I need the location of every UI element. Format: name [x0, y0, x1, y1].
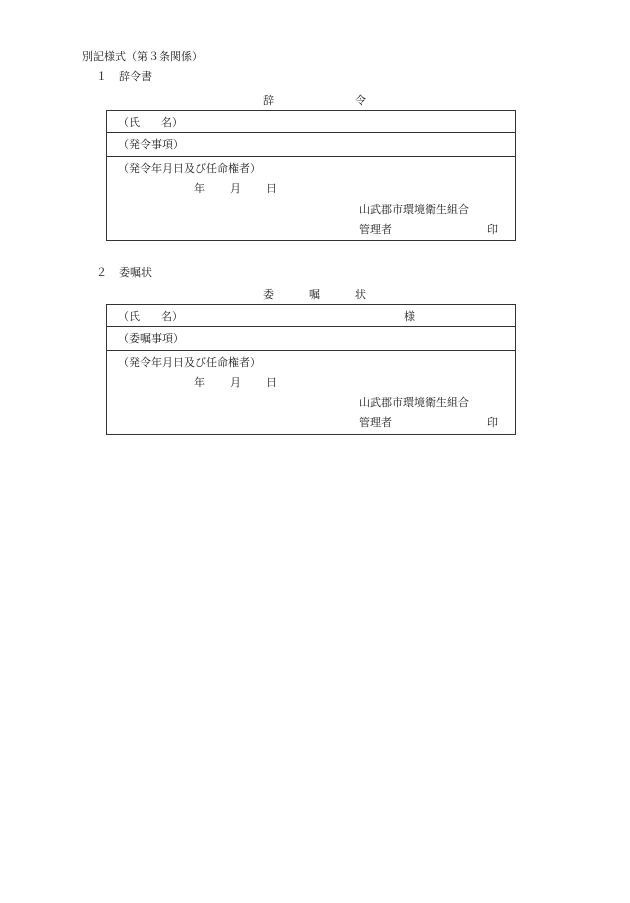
section-title-2: 委嘱状 [119, 266, 152, 279]
date-month: 月 [230, 182, 241, 195]
date-day: 日 [266, 182, 277, 195]
row-divider [107, 326, 515, 327]
section-number-1: １ [96, 70, 107, 83]
form-heading-char: 嘱 [309, 288, 320, 301]
form-heading-char: 令 [355, 94, 366, 107]
date-label: （発令年月日及び任命権者） [118, 162, 261, 175]
name-label-close: 名） [161, 116, 183, 129]
name-label-open: （氏 [118, 116, 140, 129]
organization-name: 山武郡市環境衛生組合 [359, 203, 469, 216]
date-year: 年 [194, 376, 205, 389]
seal-mark: 印 [487, 416, 498, 429]
commission-form-table [106, 304, 516, 435]
form-heading-char: 辞 [263, 94, 274, 107]
row-divider [107, 132, 515, 133]
seal-mark: 印 [487, 223, 498, 236]
name-suffix: 様 [404, 310, 415, 323]
form-heading-char: 状 [355, 288, 366, 301]
form-heading-char: 委 [263, 288, 274, 301]
organization-name: 山武郡市環境衛生組合 [359, 396, 469, 409]
matters-label: （発令事項） [118, 138, 184, 151]
row-divider [107, 156, 515, 157]
appointment-form-table [106, 110, 516, 241]
section-title-1: 辞令書 [119, 70, 152, 83]
name-label-close: 名） [161, 310, 183, 323]
administrator-title: 管理者 [359, 416, 392, 429]
section-number-2: ２ [96, 266, 107, 279]
date-year: 年 [194, 182, 205, 195]
attachment-label: 別記様式（第３条関係） [82, 50, 203, 63]
date-month: 月 [230, 376, 241, 389]
administrator-title: 管理者 [359, 223, 392, 236]
date-day: 日 [266, 376, 277, 389]
row-divider [107, 350, 515, 351]
date-label: （発令年月日及び任命権者） [118, 356, 261, 369]
matters-label: （委嘱事項） [118, 332, 184, 345]
name-label-open: （氏 [118, 310, 140, 323]
